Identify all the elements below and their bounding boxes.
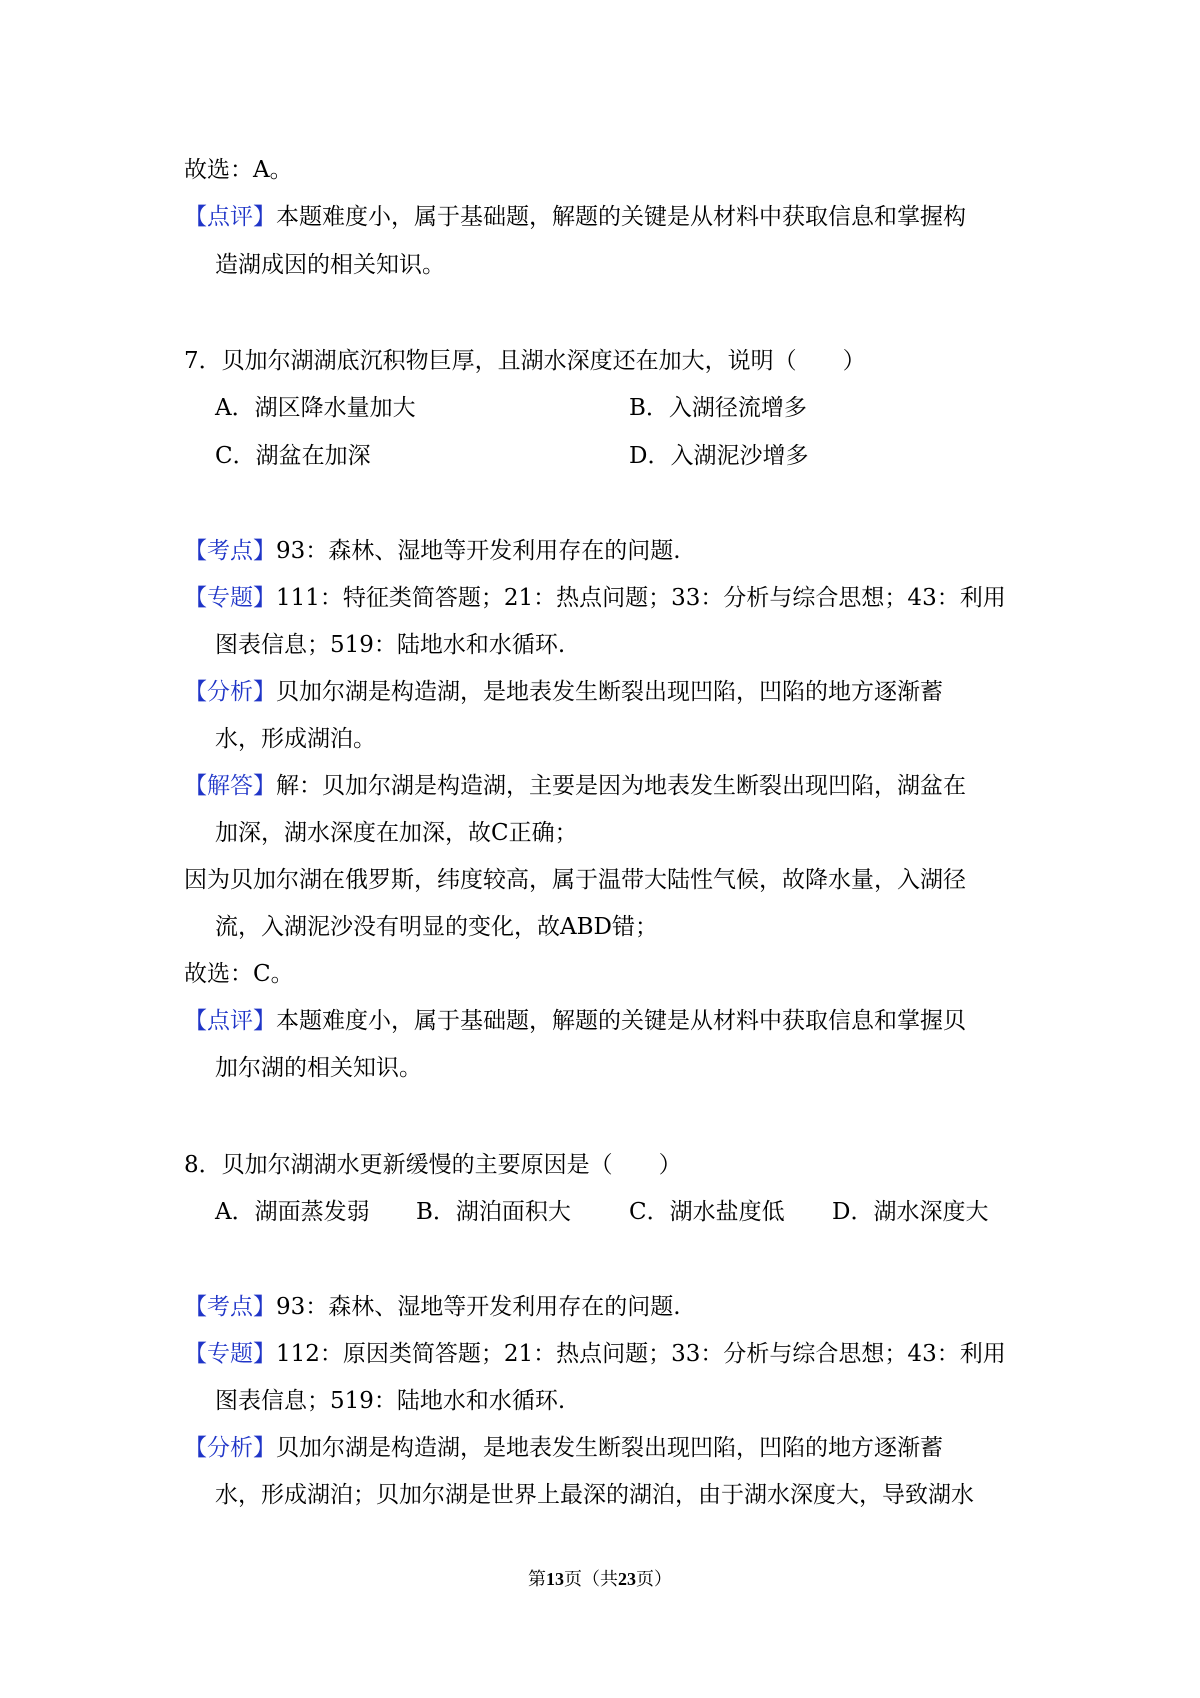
q8-fenxi [184,1433,943,1463]
q8-option-b: B．湖泊面积大 [416,1199,571,1225]
page-footer [0,1565,1200,1591]
zhuanti-tag: 【专题】 [184,585,276,611]
q8-zhuanti [184,1339,1006,1369]
fenxi-text: 贝加尔湖是构造湖，是地表发生断裂出现凹陷，凹陷的地方逐渐蓄 [276,1435,943,1461]
question-7-stem: 7．贝加尔湖湖底沉积物巨厚，且湖水深度还在加大，说明（ ） [184,348,866,374]
q7-comment [184,1006,966,1036]
fenxi-text: 贝加尔湖是构造湖，是地表发生断裂出现凹陷，凹陷的地方逐渐蓄 [276,679,943,705]
kaodian-text: 93：森林、湿地等开发利用存在的问题. [276,1294,681,1320]
answer-choice: 故选：A。 [184,157,293,183]
kaodian-text: 93：森林、湿地等开发利用存在的问题. [276,538,681,564]
q7-jieda-line4: 流，入湖泥沙没有明显的变化，故ABD错； [215,914,658,940]
q8-option-d: D．湖水深度大 [832,1199,989,1225]
q7-zhuanti-continuation: 图表信息；519：陆地水和水循环. [215,632,566,658]
q7-fenxi-continuation: 水，形成湖泊。 [215,726,376,752]
comment-line [184,202,966,232]
q8-option-a: A．湖面蒸发弱 [215,1199,370,1225]
footer-suffix: 页） [636,1569,672,1590]
footer-page-number: 13 [546,1569,564,1589]
footer-total-pages: 23 [618,1569,636,1589]
zhuanti-text: 111：特征类简答题；21：热点问题；33：分析与综合思想；43：利用 [276,585,1006,611]
q7-jieda [184,771,966,801]
q7-answer-choice: 故选：C。 [184,961,294,987]
zhuanti-tag: 【专题】 [184,1341,276,1367]
q7-jieda-line2: 加深，湖水深度在加深，故C正确； [215,820,578,846]
comment-continuation: 造湖成因的相关知识。 [215,252,445,278]
q7-option-a: A．湖区降水量加大 [215,395,416,421]
zhuanti-text: 112：原因类简答题；21：热点问题；33：分析与综合思想；43：利用 [276,1341,1006,1367]
q8-kaodian [184,1292,681,1322]
jieda-text: 解：贝加尔湖是构造湖，主要是因为地表发生断裂出现凹陷，湖盆在 [276,773,966,799]
q7-option-c: C．湖盆在加深 [215,443,371,469]
q8-option-c: C．湖水盐度低 [629,1199,785,1225]
q7-kaodian [184,536,681,566]
footer-prefix: 第 [528,1569,546,1590]
q7-fenxi [184,677,943,707]
comment-tag: 【点评】 [184,204,276,230]
q8-zhuanti-continuation: 图表信息；519：陆地水和水循环. [215,1388,566,1414]
fenxi-tag: 【分析】 [184,1435,276,1461]
comment-text: 本题难度小，属于基础题，解题的关键是从材料中获取信息和掌握贝 [276,1008,966,1034]
footer-middle: 页（共 [564,1569,618,1590]
q8-fenxi-continuation: 水，形成湖泊；贝加尔湖是世界上最深的湖泊，由于湖水深度大，导致湖水 [215,1482,974,1508]
comment-text: 本题难度小，属于基础题，解题的关键是从材料中获取信息和掌握构 [276,204,966,230]
kaodian-tag: 【考点】 [184,538,276,564]
q7-jieda-line3: 因为贝加尔湖在俄罗斯，纬度较高，属于温带大陆性气候，故降水量，入湖径 [184,867,966,893]
jieda-tag: 【解答】 [184,773,276,799]
question-8-stem: 8．贝加尔湖湖水更新缓慢的主要原因是（ ） [184,1152,682,1178]
comment-tag: 【点评】 [184,1008,276,1034]
q7-option-d: D．入湖泥沙增多 [629,443,809,469]
q7-option-b: B．入湖径流增多 [629,395,807,421]
q7-comment-continuation: 加尔湖的相关知识。 [215,1055,422,1081]
q7-zhuanti [184,583,1006,613]
kaodian-tag: 【考点】 [184,1294,276,1320]
fenxi-tag: 【分析】 [184,679,276,705]
